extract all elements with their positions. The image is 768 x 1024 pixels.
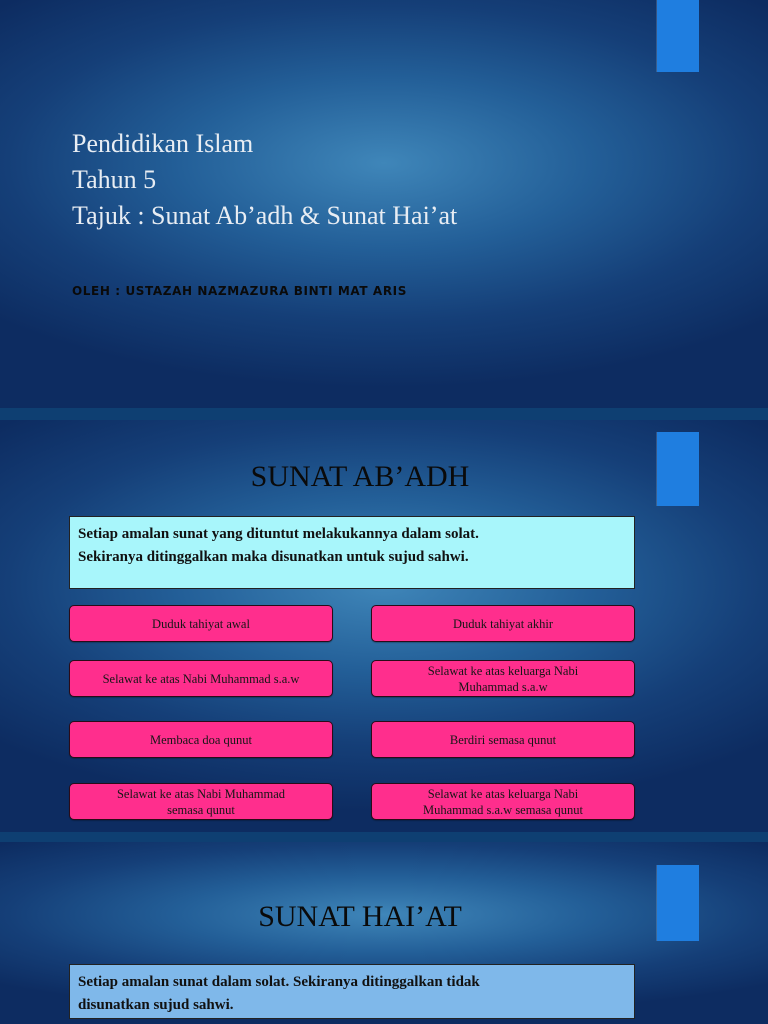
definition-line: Sekiranya ditinggalkan maka disunatkan untuk sujud sahwi. bbox=[78, 549, 469, 565]
title-topic: Tajuk : Sunat Ab’adh & Sunat Hai’at bbox=[72, 201, 458, 230]
item-berdiri-semasa-qunut: Berdiri semasa qunut bbox=[371, 721, 635, 758]
definition-box bbox=[69, 516, 635, 589]
item-selawat-keluarga-nabi: Selawat ke atas keluarga Nabi Muhammad s.a.w bbox=[371, 660, 635, 697]
item-duduk-tahiyat-akhir: Duduk tahiyat akhir bbox=[371, 605, 635, 642]
sunat-abadh-slide bbox=[0, 420, 768, 832]
item-selawat-keluarga-qunut: Selawat ke atas keluarga Nabi Muhammad s.a.w semasa qunut bbox=[371, 783, 635, 820]
sunat-haiat-slide bbox=[0, 842, 768, 1024]
slide-heading: SUNAT HAI’AT bbox=[258, 900, 462, 933]
title-slide bbox=[0, 0, 768, 408]
definition-box bbox=[69, 964, 635, 1019]
item-membaca-doa-qunut: Membaca doa qunut bbox=[69, 721, 333, 758]
item-selawat-nabi: Selawat ke atas Nabi Muhammad s.a.w bbox=[69, 660, 333, 697]
title-year: Tahun 5 bbox=[72, 165, 157, 194]
title-subject: Pendidikan Islam bbox=[72, 129, 254, 158]
item-duduk-tahiyat-awal: Duduk tahiyat awal bbox=[69, 605, 333, 642]
title-block bbox=[72, 126, 457, 234]
definition-line: Setiap amalan sunat dalam solat. Sekiranya ditinggalkan tidak bbox=[78, 974, 480, 990]
slide-heading: SUNAT AB’ADH bbox=[250, 460, 470, 493]
definition-line: disunatkan sujud sahwi. bbox=[78, 997, 234, 1013]
author-credit: OLEH : USTAZAH NAZMAZURA BINTI MAT ARIS bbox=[72, 284, 407, 298]
item-selawat-nabi-qunut: Selawat ke atas Nabi Muhammad semasa qunut bbox=[69, 783, 333, 820]
slide-accent-bar bbox=[657, 0, 699, 72]
definition-line: Setiap amalan sunat yang dituntut melakukannya dalam solat. bbox=[78, 526, 479, 542]
